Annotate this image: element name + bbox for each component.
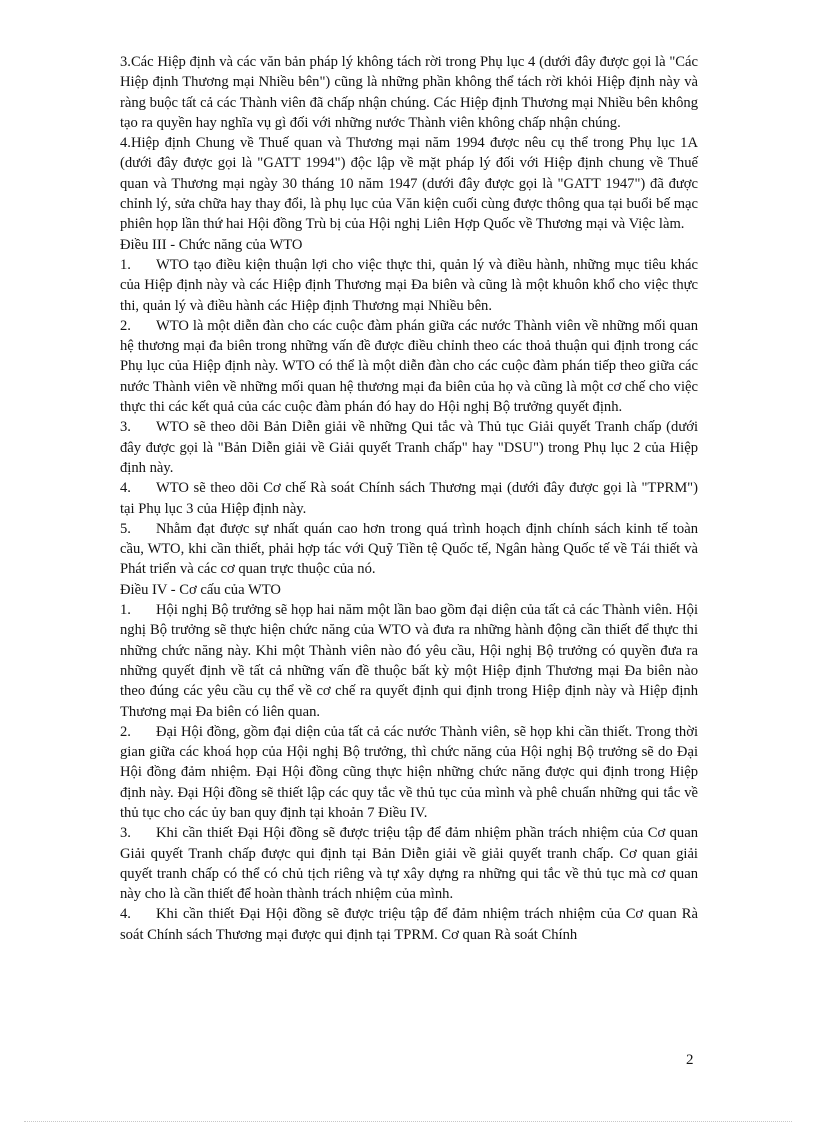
item-text: Đại Hội đồng, gồm đại diện của tất cả các nước Thành viên, sẽ họp khi cần thiết. Trong thời gian giữa các khoá họp của Hội nghị Bộ trưởng, thì chức năng của Hội nghị Bộ trưởng sẽ do Đại Hội đồng đảm nhiệm. Đại Hội đồng cũng thực hiện những chức năng được qui định trong Hiệp định này. Đại Hội đồng sẽ thiết lập các quy tắc về thủ tục của mình và phê chuẩn những qui tắc về thủ tục cho các ủy ban quy định tại khoản 7 Điều IV. xyxy=(120,723,698,821)
item-number: 2. xyxy=(120,317,131,334)
item-text: WTO sẽ theo dõi Cơ chế Rà soát Chính sách Thương mại (dưới đây được gọi là "TPRM") tại Phụ lục 3 của Hiệp định này. xyxy=(120,480,698,517)
page-number: 2 xyxy=(686,1052,694,1068)
numbered-item xyxy=(120,316,698,417)
item-number: 1. xyxy=(120,602,131,619)
numbered-item xyxy=(120,478,698,519)
item-number: 4. xyxy=(120,906,131,923)
item-number: 3. xyxy=(120,825,131,842)
numbered-item xyxy=(120,722,698,823)
item-text: WTO tạo điều kiện thuận lợi cho việc thực thi, quản lý và điều hành, những mục tiêu khác của Hiệp định này và các Hiệp định Thương mại Đa biên và cũng là một khuôn khổ cho việc thực thi, quản lý và điều hành các Hiệp định Thương mại Nhiều bên. xyxy=(120,256,698,314)
item-text: Khi cần thiết Đại Hội đồng sẽ được triệu tập để đảm nhiệm phần trách nhiệm của Cơ quan Giải quyết Tranh chấp được qui định tại Bản Diễn giải về giải quyết tranh chấp. Cơ quan giải quyết tranh chấp có thể có chủ tịch riêng và tự xây dựng ra những qui tắc về thủ tục mà cơ quan này cho là cần thiết để hoàn thành trách nhiệm của mình. xyxy=(120,825,698,903)
numbered-item xyxy=(120,904,698,945)
item-text: Khi cần thiết Đại Hội đồng sẽ được triệu tập để đảm nhiệm trách nhiệm của Cơ quan Rà soát Chính sách Thương mại được qui định tại TPRM. Cơ quan Rà soát Chính xyxy=(120,906,698,943)
numbered-item xyxy=(120,417,698,478)
item-number: 3. xyxy=(120,419,131,436)
section-heading: Điều IV - Cơ cấu của WTO xyxy=(120,581,281,598)
item-number: 4. xyxy=(120,480,131,497)
item-text: Nhằm đạt được sự nhất quán cao hơn trong quá trình hoạch định chính sách kinh tế toàn cầu, WTO, khi cần thiết, phải hợp tác với Quỹ Tiền tệ Quốc tế, Ngân hàng Quốc tế về Tái thiết và Phát triển và các cơ quan trực thuộc của nó. xyxy=(120,520,698,578)
item-text: WTO là một diễn đàn cho các cuộc đàm phán giữa các nước Thành viên về những mối quan hệ thương mại đa biên trong những vấn đề được điều chỉnh theo các thoả thuận qui định trong các Phụ lục của Hiệp định này. WTO có thể là một diễn đàn cho các cuộc đàm phán tiếp theo giữa các nước Thành viên về những mối quan hệ thương mại đa biên của họ và cũng là một cơ chế cho việc thực thi các kết quả của các cuộc đàm phán đó hay do Hội nghị Bộ trưởng quyết định. xyxy=(120,317,698,416)
item-text: Hội nghị Bộ trưởng sẽ họp hai năm một lần bao gồm đại diện của tất cả các Thành viên. Hội nghị Bộ trưởng sẽ thực hiện chức năng của WTO và đưa ra những hành động cần thiết để thực thi những chức năng này. Khi một Thành viên nào đó yêu cầu, Hội nghị Bộ trưởng có quyền đưa ra những quyết định về tất cả những vấn đề thuộc bất kỳ một Hiệp định Thương mại Đa biên nào theo đúng các yêu cầu cụ thể về cơ chế ra quyết định qui định trong Hiệp định này và Hiệp định Thương mại Đa biên có liên quan. xyxy=(120,602,698,720)
item-number: 2. xyxy=(120,723,131,740)
item-text: WTO sẽ theo dõi Bản Diễn giải về những Qui tắc và Thủ tục Giải quyết Tranh chấp (dưới đây được gọi là "Bản Diễn giải về Giải quyết Tranh chấp" hay "DSU") trong Phụ lục 2 của Hiệp định này. xyxy=(120,419,698,476)
paragraph: 4.Hiệp định Chung về Thuế quan và Thương mại năm 1994 được nêu cụ thể trong Phụ lục 1A (dưới đây được gọi là "GATT 1994") độc lập về mặt pháp lý đối với Hiệp định chung về Thuế quan và Thương mại ngày 30 tháng 10 năm 1947 (dưới đây được gọi là "GATT 1947") đã được chỉnh lý, sửa chữa hay thay đổi, là phụ lục của Văn kiện cuối cùng được thông qua tại buổi bế mạc phiên họp lần thứ hai Hội đồng Trù bị của Hội nghị Liên Hợp Quốc về Thương mại và Việc làm. xyxy=(120,135,698,233)
numbered-item xyxy=(120,255,698,316)
paragraph: 3.Các Hiệp định và các văn bản pháp lý không tách rời trong Phụ lục 4 (dưới đây được gọi là "Các Hiệp định Thương mại Nhiều bên") cũng là những phần không thể tách rời khỏi Hiệp định này và ràng buộc tất cả các Thành viên đã chấp nhận chúng. Các Hiệp định Thương mại Nhiều bên không tạo ra quyền hay nghĩa vụ gì đối với những nước Thành viên không chấp nhận chúng. xyxy=(120,54,698,131)
section-heading: Điều III - Chức năng của WTO xyxy=(120,236,303,253)
numbered-item xyxy=(120,823,698,904)
document-body xyxy=(120,52,698,945)
numbered-item xyxy=(120,519,698,580)
item-number: 1. xyxy=(120,256,131,273)
numbered-item xyxy=(120,600,698,722)
item-number: 5. xyxy=(120,520,131,537)
page-bottom-divider xyxy=(24,1121,792,1122)
